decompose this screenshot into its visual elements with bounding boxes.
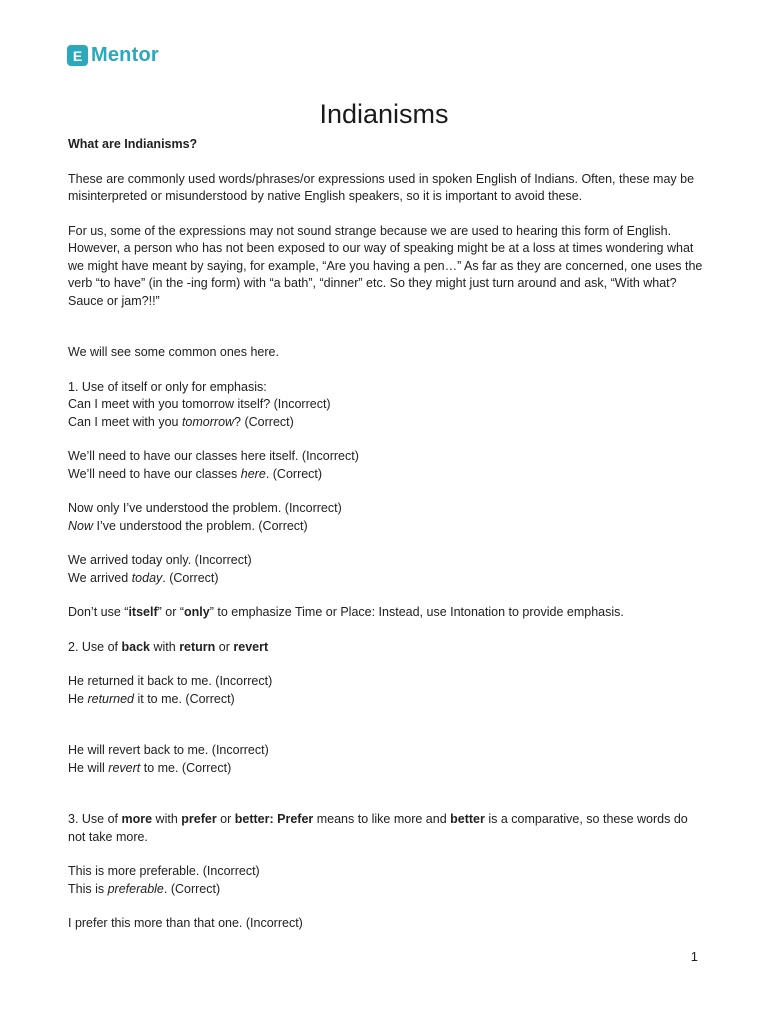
text-run: This is more preferable. (Incorrect): [68, 864, 260, 878]
text-run: For us, some of the expressions may not sound strange because we are used to hearing this form of English. However, a person who has not been exposed to our way of speaking might be at a loss at times wondering what we might have meant by saying, for example, “Are you having a pen…” As far as they are concerned, one uses the verb “to have” (in the -ing form) with “a bath”, “dinner” etc. So they might just turn around and ask, “With what? Sauce or jam?!!”: [68, 223, 703, 308]
paragraph: [68, 604, 704, 622]
text-run: itself: [128, 605, 158, 619]
text-run: . (Correct): [265, 466, 323, 481]
text-run: This is: [68, 881, 108, 896]
text-run: ? (Correct): [234, 414, 294, 429]
text-run: here: [240, 466, 266, 481]
text-run: 3. Use of: [68, 812, 122, 826]
text-run: prefer: [181, 812, 217, 826]
document-title: Indianisms: [319, 99, 449, 129]
text-run: it to me. (Correct): [134, 691, 235, 706]
text-run: Now only I’ve understood the problem. (Incorrect): [68, 501, 342, 515]
text-run: more: [121, 812, 153, 826]
page-number: 1: [690, 949, 698, 964]
text-run: with: [150, 639, 180, 654]
paragraph: [68, 552, 704, 570]
paragraph: [68, 500, 704, 518]
logo-brand-text: Mentor: [91, 44, 159, 66]
text-run: or: [215, 639, 234, 654]
text-run: He returned it back to me. (Incorrect): [68, 674, 273, 688]
paragraph: [68, 171, 704, 206]
text-run: ” or “: [157, 605, 185, 619]
paragraph: [68, 863, 704, 881]
text-run: revert: [233, 639, 269, 654]
text-run: ” to emphasize Time or Place: Instead, use Intonation to provide emphasis.: [209, 605, 624, 619]
text-run: Can I meet with you tomorrow itself? (Incorrect): [68, 397, 331, 411]
text-run: with: [152, 812, 182, 826]
text-run: We’ll need to have our classes: [68, 466, 241, 481]
paragraph: [68, 518, 704, 536]
text-run: These are commonly used words/phrases/or expressions used in spoken English of Indians. Often, these may be misinterpreted or misunderstood by native English speakers, so it is important to avoid these.: [68, 171, 695, 203]
paragraph: [68, 396, 704, 414]
text-run: 1. Use of itself or only for emphasis:: [68, 379, 267, 394]
paragraph: [68, 344, 704, 362]
text-run: returned: [87, 691, 135, 706]
paragraph: [68, 673, 704, 691]
text-run: is a comparative, so these words do not take more.: [68, 812, 688, 844]
text-run: means to like more and: [313, 812, 451, 826]
text-run: We’ll need to have our classes here itself. (Incorrect): [68, 449, 359, 463]
ementor-logo: [67, 44, 159, 67]
text-run: revert: [108, 760, 141, 775]
paragraph: [68, 414, 704, 432]
text-run: What are Indianisms?: [68, 137, 198, 151]
text-run: . (Correct): [163, 881, 221, 896]
text-run: better: Prefer: [234, 812, 314, 826]
text-run: I’ve understood the problem. (Correct): [93, 518, 308, 533]
text-run: . (Correct): [162, 570, 219, 585]
paragraph: [68, 570, 704, 588]
text-run: only: [184, 605, 210, 619]
paragraph: [68, 691, 704, 709]
text-run: or: [216, 812, 235, 826]
text-run: We arrived today only. (Incorrect): [68, 553, 252, 567]
paragraph: [68, 136, 704, 154]
text-run: better: [450, 812, 485, 826]
text-run: preferable: [107, 881, 164, 896]
text-run: tomorrow: [181, 414, 235, 429]
text-run: today: [131, 570, 163, 585]
text-run: 2. Use of: [68, 639, 122, 654]
document-body: [0, 131, 768, 933]
text-run: He will revert back to me. (Incorrect): [68, 743, 269, 757]
paragraph: [68, 448, 704, 466]
paragraph: [68, 466, 704, 484]
paragraph: [68, 639, 704, 657]
text-run: We arrived: [68, 570, 132, 585]
text-run: I prefer this more than that one. (Incorrect): [68, 916, 303, 930]
text-run: return: [179, 639, 216, 654]
paragraph: [68, 379, 704, 397]
text-run: He: [68, 691, 88, 706]
paragraph: [68, 915, 704, 933]
paragraph: [68, 881, 704, 899]
text-run: to me. (Correct): [140, 760, 232, 775]
paragraph: [68, 742, 704, 760]
text-run: back: [121, 639, 150, 654]
paragraph: [68, 223, 704, 311]
text-run: We will see some common ones here.: [68, 345, 279, 359]
paragraph: [68, 811, 704, 846]
logo-e-icon: E: [67, 45, 88, 66]
text-run: Can I meet with you: [68, 414, 182, 429]
paragraph: [68, 760, 704, 778]
text-run: Now: [68, 518, 94, 533]
text-run: Don’t use “: [68, 605, 129, 619]
text-run: He will: [68, 760, 109, 775]
